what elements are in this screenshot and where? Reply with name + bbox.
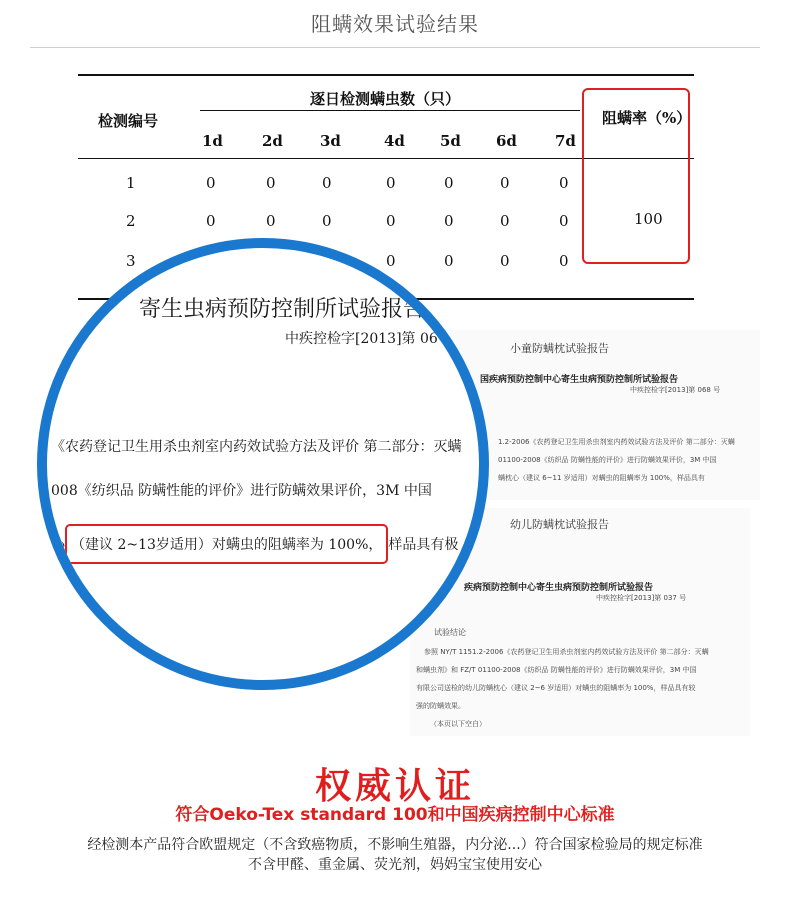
title-divider — [30, 47, 760, 48]
row-count: 0 — [206, 212, 216, 230]
magnified-highlight: （建议 2~13岁适用）对螨虫的阻螨率为 100%， — [65, 524, 388, 564]
row-count: 0 — [386, 174, 396, 192]
magnified-line — [51, 524, 458, 564]
child-report-label: 小童防螨枕试验报告 — [510, 342, 609, 355]
child-report-line: 螨枕心（建议 6~11 岁适用）对螨虫的阻螨率为 100%，样品具有 — [498, 474, 705, 482]
magnified-line: 008《纺织品 防螨性能的评价》进行防螨效果评价，3M 中国 — [51, 483, 432, 499]
row-count: 0 — [266, 174, 276, 192]
row-count: 0 — [500, 212, 510, 230]
magnified-report-header: 寄生虫病预防控制所试验报告 — [139, 297, 426, 322]
certification-subtitle: 符合Oeko-Tex standard 100和中国疾病控制中心标准 — [175, 805, 615, 825]
table-group-rule — [200, 110, 580, 111]
infant-report-line: 参照 NY/T 1151.2-2006《农药登记卫生用杀虫剂室内药效试验方法及评价 第二部分：灭螨 — [424, 648, 709, 656]
infant-report-section: 试验结论 — [434, 628, 466, 637]
day-header: 4d — [384, 132, 405, 150]
magnified-line-suffix: 样品具有极 — [388, 537, 459, 553]
day-header: 3d — [320, 132, 341, 150]
magnified-line: 《农药登记卫生用杀虫剂室内药效试验方法及评价 第二部分：灭螨 — [51, 439, 462, 455]
row-count: 0 — [444, 174, 454, 192]
row-count: 0 — [386, 212, 396, 230]
row-count: 0 — [444, 252, 454, 270]
row-id: 1 — [126, 174, 136, 192]
child-report-header: 国疾病预防控制中心寄生虫病预防控制所试验报告 — [480, 375, 679, 385]
day-header: 1d — [202, 132, 223, 150]
row-count: 0 — [386, 252, 396, 270]
rate-header: 阻螨率（%） — [602, 109, 692, 127]
infant-report-line: 强的防螨效果。 — [416, 702, 465, 710]
day-header: 5d — [440, 132, 461, 150]
certification-title: 权威认证 — [314, 766, 475, 807]
row-count: 0 — [500, 252, 510, 270]
infant-report-label: 幼儿防螨枕试验报告 — [510, 518, 609, 531]
rate-value: 100 — [634, 210, 663, 228]
row-count: 0 — [559, 212, 569, 230]
certification-description: 经检测本产品符合欧盟规定（不含致癌物质，不影响生殖器，内分泌...）符合国家检验局的规定标准 — [87, 837, 703, 853]
child-report-line: 01100-2008《纺织品 防螨性能的评价》进行防螨效果评价，3M 中国 — [498, 456, 717, 464]
group-header: 逐日检测螨虫数（只） — [310, 90, 461, 108]
row-count: 0 — [322, 212, 332, 230]
row-id: 2 — [126, 212, 136, 230]
rate-highlight-box — [582, 88, 690, 264]
child-report-line: 1.2-2006《农药登记卫生用杀虫剂室内药效试验方法及评价 第二部分：灭螨 — [498, 438, 735, 446]
row-count: 0 — [444, 212, 454, 230]
magnifier-lens — [37, 238, 489, 690]
certification-description: 不含甲醛、重金属、荧光剂，妈妈宝宝使用安心 — [248, 857, 542, 873]
test-result-table — [0, 60, 790, 300]
row-count: 0 — [559, 174, 569, 192]
infant-report-header: 疾病预防控制中心寄生虫病预防控制所试验报告 — [464, 583, 654, 593]
table-top-rule — [78, 74, 694, 76]
infant-report-line: 有限公司送检的幼儿防螨枕心（建议 2~6 岁适用）对螨虫的阻螨率为 100%，样品具有较 — [416, 684, 696, 692]
row-count: 0 — [559, 252, 569, 270]
row-id: 3 — [126, 252, 136, 270]
magnified-line-prefix: 心 — [51, 537, 65, 553]
day-header: 2d — [262, 132, 283, 150]
infant-report-ref: 中疾控检字[2013]第 037 号 — [596, 594, 687, 602]
day-header: 7d — [555, 132, 576, 150]
row-count: 0 — [206, 174, 216, 192]
day-header: 6d — [496, 132, 517, 150]
row-count: 0 — [500, 174, 510, 192]
page-title: 阻螨效果试验结果 — [311, 12, 479, 36]
row-count: 0 — [266, 212, 276, 230]
id-header: 检测编号 — [98, 112, 159, 130]
child-report-ref: 中疾控检字[2013]第 068 号 — [630, 386, 721, 394]
magnified-report-ref: 中疾控检字[2013]第 06 — [285, 331, 438, 347]
infant-report-line: （本页以下空白） — [430, 720, 486, 728]
row-count: 0 — [322, 174, 332, 192]
infant-report-line: 和螨虫剂》和 FZ/T 01100-2008《纺织品 防螨性能的评价》进行防螨效果评价，3M 中国 — [416, 666, 697, 674]
